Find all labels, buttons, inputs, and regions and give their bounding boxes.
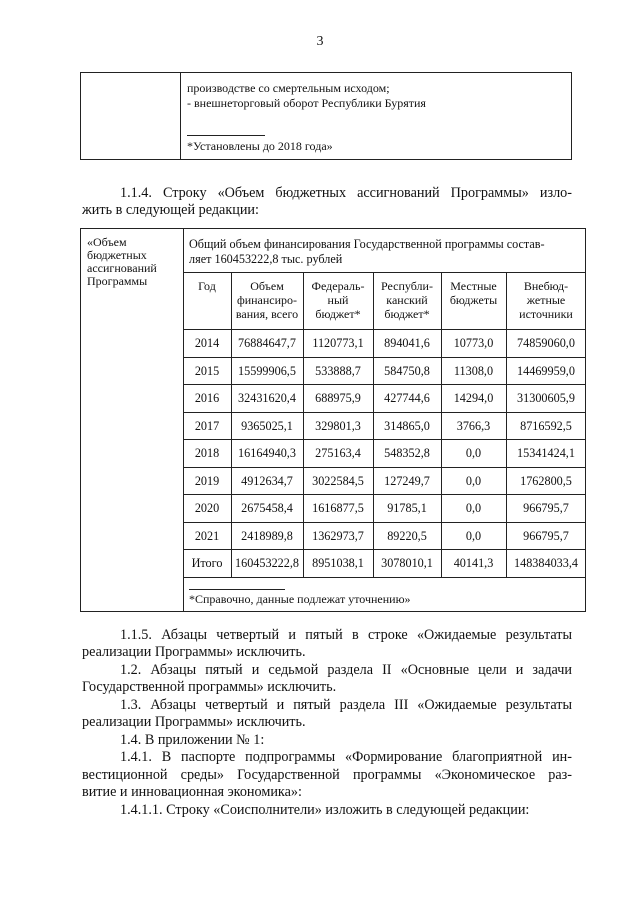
header-year: Год	[198, 279, 216, 293]
intro-line: 1.1.4. Строку «Объем бюджетных ассигнований Программы» изло-	[120, 185, 572, 201]
cell-federal: 8951038,1	[312, 556, 364, 570]
cell-local: 10773,0	[453, 336, 494, 350]
paragraph-line: реализации Программы» исключить.	[82, 714, 306, 730]
cell-federal: 533888,7	[315, 364, 361, 378]
header-local: Местные бюджеты	[449, 279, 498, 307]
header-extrabudget: Внебюд- жетные источники	[519, 279, 573, 321]
paragraph-line: 1.2. Абзацы пятый и седьмой раздела II «Основные цели и задачи	[120, 662, 572, 678]
header-republic: Республи- канский бюджет*	[381, 279, 433, 321]
cell-republic: 314865,0	[384, 419, 430, 433]
cell-republic: 3078010,1	[381, 556, 433, 570]
cell-local: 14294,0	[453, 391, 494, 405]
cell-year: 2018	[194, 446, 220, 460]
cell-federal: 1362973,7	[312, 529, 364, 543]
cell-total: 16164940,3	[238, 446, 296, 460]
cell-extrabudget: 31300605,9	[517, 391, 575, 405]
cell-total: 15599906,5	[238, 364, 296, 378]
cell-federal: 275163,4	[315, 446, 361, 460]
paragraph-line: 1.4.1. В паспорте подпрограммы «Формирование благоприятной ин-	[120, 749, 572, 765]
top-table-footnote: *Установлены до 2018 года»	[187, 139, 333, 153]
cell-local: 3766,3	[456, 419, 491, 433]
cell-local: 40141,3	[453, 556, 494, 570]
cell-local: 0,0	[465, 501, 482, 515]
finance-label: «Объем бюджетных ассигнований Программы	[87, 235, 157, 288]
cell-local: 0,0	[465, 474, 482, 488]
cell-federal: 3022584,5	[312, 474, 364, 488]
cell-extrabudget: 148384033,4	[514, 556, 578, 570]
top-table	[80, 72, 572, 160]
cell-total: 160453222,8	[235, 556, 299, 570]
cell-federal: 1120773,1	[312, 336, 364, 350]
cell-local: 0,0	[465, 529, 482, 543]
cell-total: 32431620,4	[238, 391, 296, 405]
cell-year: 2017	[194, 419, 220, 433]
cell-federal: 688975,9	[315, 391, 361, 405]
top-table-divider	[180, 73, 181, 159]
cell-year: 2020	[194, 501, 220, 515]
cell-extrabudget: 74859060,0	[517, 336, 575, 350]
cell-year: 2019	[194, 474, 220, 488]
cell-republic: 127249,7	[384, 474, 430, 488]
finance-total-text: Общий объем финансирования Государственной программы состав- ляет 160453222,8 тыс. рублей	[189, 237, 545, 266]
cell-total: 2675458,4	[241, 501, 293, 515]
paragraph-line: Государственной программы» исключить.	[82, 679, 337, 695]
cell-extrabudget: 14469959,0	[517, 364, 575, 378]
cell-extrabudget: 966795,7	[523, 501, 569, 515]
cell-federal: 329801,3	[315, 419, 361, 433]
cell-year: 2015	[194, 364, 220, 378]
top-table-line: производстве со смертельным исходом;	[187, 81, 390, 95]
intro-line: жить в следующей редакции:	[82, 202, 259, 218]
paragraph-line: реализации Программы» исключить.	[82, 644, 306, 660]
header-total: Объем финансиро- вания, всего	[235, 279, 299, 321]
cell-local: 11308,0	[453, 364, 494, 378]
cell-total: 9365025,1	[241, 419, 293, 433]
cell-local: 0,0	[465, 446, 482, 460]
cell-year: 2014	[194, 336, 220, 350]
finance-footnote: *Справочно, данные подлежат уточнению»	[189, 592, 411, 606]
cell-republic: 894041,6	[384, 336, 430, 350]
cell-extrabudget: 15341424,1	[517, 446, 575, 460]
cell-republic: 584750,8	[384, 364, 430, 378]
top-table-line: - внешнеторговый оборот Республики Бурятия	[187, 96, 426, 110]
cell-total: 4912634,7	[241, 474, 293, 488]
cell-republic: 91785,1	[387, 501, 427, 515]
cell-year: 2021	[194, 529, 220, 543]
finance-table-lower-rows	[80, 228, 586, 612]
cell-extrabudget: 966795,7	[523, 529, 569, 543]
cell-extrabudget: 1762800,5	[520, 474, 572, 488]
cell-republic: 427744,6	[384, 391, 430, 405]
paragraph-line: 1.3. Абзацы четвертый и пятый раздела III «Ожидаемые результаты	[120, 697, 572, 713]
paragraph-line: витие и инновационная экономика»:	[82, 784, 302, 800]
paragraph-line: вестиционной среды» Государственной программы «Экономическое раз-	[82, 767, 572, 783]
page-number: 3	[316, 34, 324, 49]
paragraph-line: 1.1.5. Абзацы четвертый и пятый в строке «Ожидаемые результаты	[120, 627, 572, 643]
cell-year: Итого	[191, 556, 223, 570]
header-federal: Федераль- ный бюджет*	[311, 279, 365, 321]
footnote-rule	[187, 135, 265, 136]
paragraph-line: 1.4.1.1. Строку «Соисполнители» изложить в следующей редакции:	[120, 802, 530, 818]
paragraph-line: 1.4. В приложении № 1:	[120, 732, 265, 748]
cell-federal: 1616877,5	[312, 501, 364, 515]
cell-extrabudget: 8716592,5	[520, 419, 572, 433]
cell-republic: 89220,5	[387, 529, 427, 543]
cell-total: 76884647,7	[238, 336, 296, 350]
cell-republic: 548352,8	[384, 446, 430, 460]
cell-year: 2016	[194, 391, 220, 405]
cell-total: 2418989,8	[241, 529, 293, 543]
